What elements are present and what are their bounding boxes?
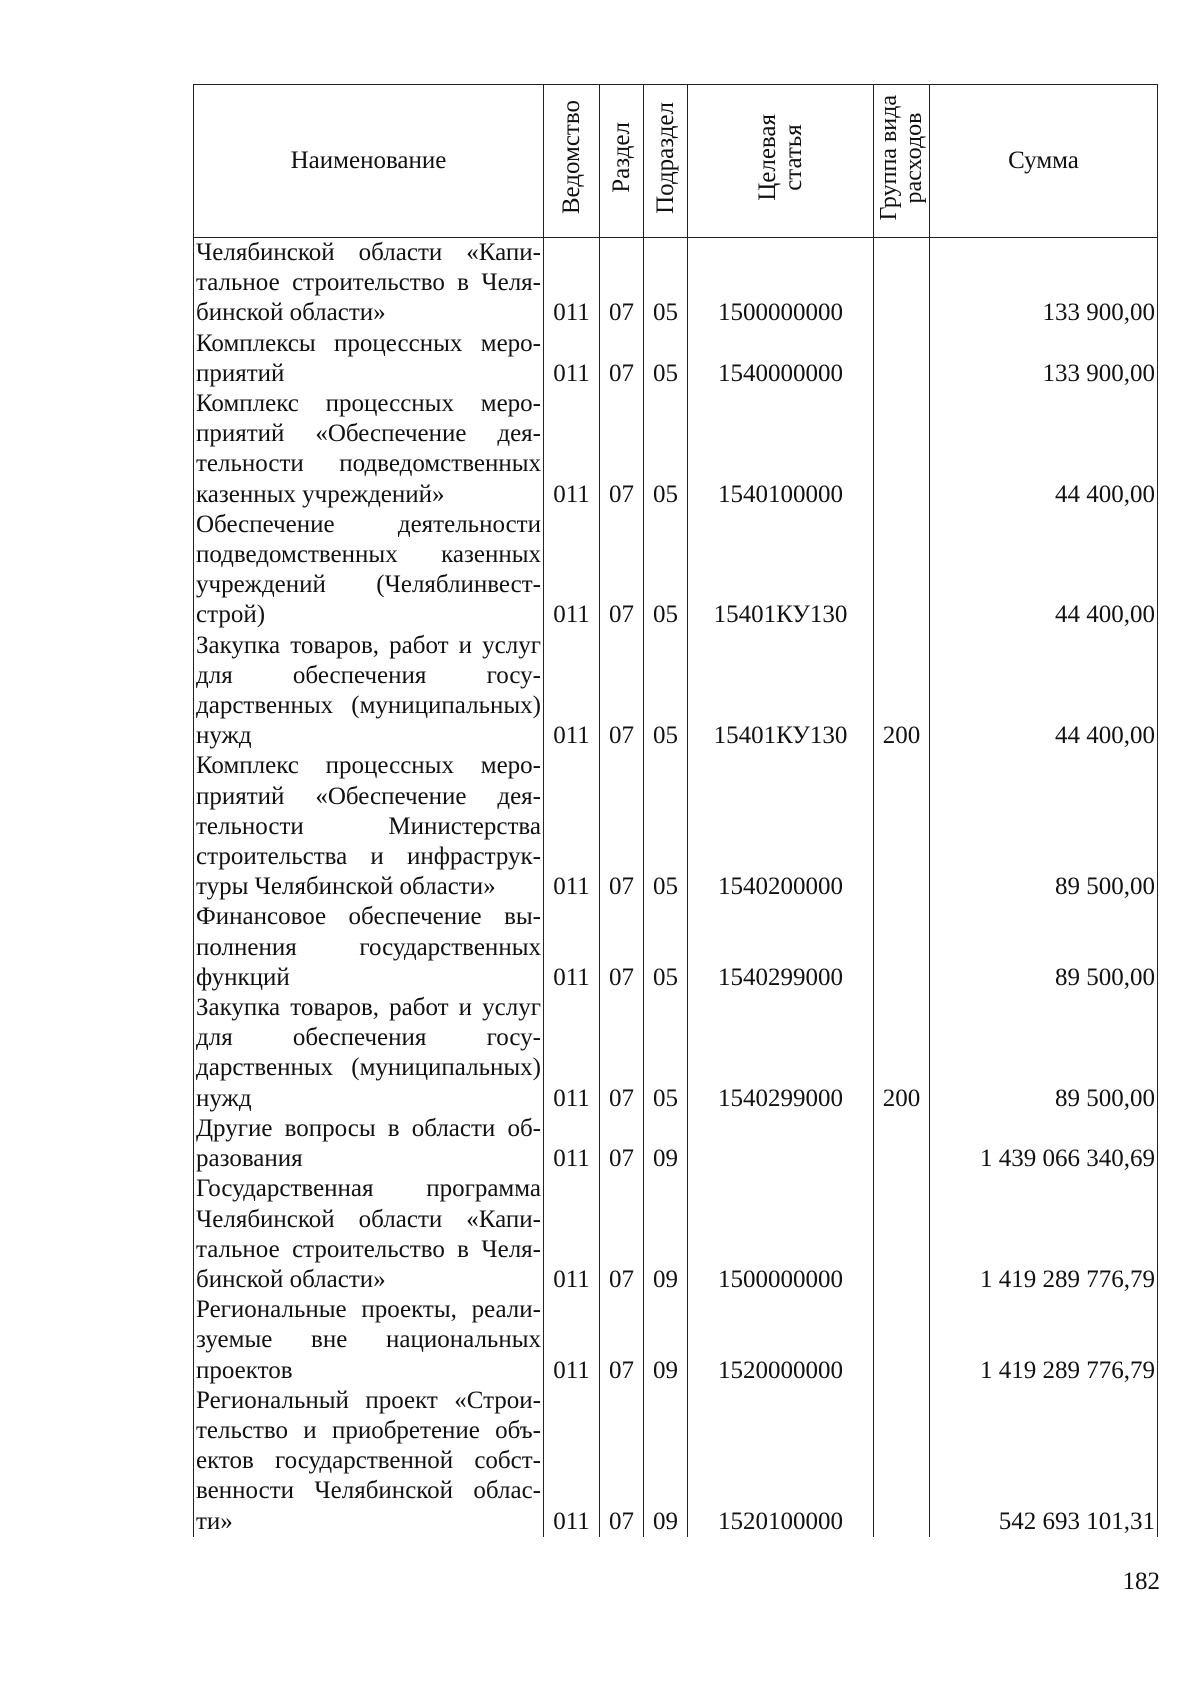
budget-table (193, 84, 1158, 1537)
cell-summa: 1 439 066 340,69 (930, 1114, 1158, 1174)
cell-podrazdel: 05 (644, 389, 688, 510)
header-summa: Сумма (930, 85, 1158, 238)
cell-name: Обеспечение деятельности подведомственных казенных учреждений (Челяблинвестстрой) (194, 510, 544, 631)
cell-gruppa-vida-rashodov (874, 389, 930, 510)
cell-vedomstvo: 011 (544, 329, 600, 389)
cell-razdel: 07 (600, 902, 644, 993)
cell-name: Другие вопросы в области образования (194, 1114, 544, 1174)
cell-podrazdel: 05 (644, 329, 688, 389)
table-row (194, 902, 1158, 993)
cell-gruppa-vida-rashodov (874, 1174, 930, 1295)
cell-razdel: 07 (600, 389, 644, 510)
cell-vedomstvo: 011 (544, 510, 600, 631)
cell-podrazdel: 09 (644, 1386, 688, 1537)
cell-name: Комплекс процессных мероприятий «Обеспечение деятельности Министерства строительства и инфраструктуры Челябинской области» (194, 751, 544, 902)
budget-table-sheet (193, 84, 1157, 1537)
cell-vedomstvo: 011 (544, 993, 600, 1114)
cell-vedomstvo: 011 (544, 1386, 600, 1537)
cell-name: Закупка товаров, работ и услуг для обеспечения государственных (муниципальных) нужд (194, 993, 544, 1114)
cell-celevaya-statya: 1540299000 (688, 993, 874, 1114)
cell-vedomstvo: 011 (544, 631, 600, 752)
cell-celevaya-statya: 1540200000 (688, 751, 874, 902)
cell-celevaya-statya (688, 1114, 874, 1174)
cell-podrazdel: 09 (644, 1114, 688, 1174)
cell-gruppa-vida-rashodov: 200 (874, 631, 930, 752)
table-row (194, 1295, 1158, 1386)
cell-name: Региональные проекты, реализуемые вне национальных проектов (194, 1295, 544, 1386)
cell-podrazdel: 09 (644, 1295, 688, 1386)
table-row (194, 1174, 1158, 1295)
table-row (194, 510, 1158, 631)
cell-name: Челябинской области «Капитальное строительство в Челябинской области» (194, 238, 544, 329)
cell-celevaya-statya: 1540100000 (688, 389, 874, 510)
cell-summa: 44 400,00 (930, 631, 1158, 752)
cell-podrazdel: 05 (644, 631, 688, 752)
cell-podrazdel: 05 (644, 510, 688, 631)
cell-vedomstvo: 011 (544, 902, 600, 993)
cell-summa: 89 500,00 (930, 751, 1158, 902)
cell-podrazdel: 05 (644, 751, 688, 902)
cell-gruppa-vida-rashodov (874, 1114, 930, 1174)
cell-podrazdel: 09 (644, 1174, 688, 1295)
cell-name: Государственная программа Челябинской области «Капитальное строительство в Челябинской области» (194, 1174, 544, 1295)
header-celevaya-statya: Целевая статья (688, 85, 874, 238)
cell-vedomstvo: 011 (544, 238, 600, 329)
cell-razdel: 07 (600, 1174, 644, 1295)
cell-celevaya-statya: 1500000000 (688, 1174, 874, 1295)
cell-podrazdel: 05 (644, 902, 688, 993)
cell-razdel: 07 (600, 510, 644, 631)
cell-gruppa-vida-rashodov (874, 510, 930, 631)
cell-name: Региональный проект «Строительство и приобретение объектов государственной собственности Челябинской области» (194, 1386, 544, 1537)
header-podrazdel: Подраздел (644, 85, 688, 238)
table-row (194, 631, 1158, 752)
cell-razdel: 07 (600, 1295, 644, 1386)
cell-gruppa-vida-rashodov (874, 902, 930, 993)
cell-razdel: 07 (600, 1386, 644, 1537)
cell-summa: 89 500,00 (930, 993, 1158, 1114)
table-body (194, 238, 1158, 1537)
cell-summa: 133 900,00 (930, 329, 1158, 389)
cell-gruppa-vida-rashodov (874, 329, 930, 389)
header-razdel: Раздел (600, 85, 644, 238)
table-row (194, 751, 1158, 902)
cell-celevaya-statya: 1500000000 (688, 238, 874, 329)
table-row (194, 329, 1158, 389)
cell-vedomstvo: 011 (544, 1174, 600, 1295)
cell-vedomstvo: 011 (544, 1295, 600, 1386)
cell-razdel: 07 (600, 1114, 644, 1174)
cell-razdel: 07 (600, 631, 644, 752)
header-name: Наименование (194, 85, 544, 238)
cell-gruppa-vida-rashodov (874, 751, 930, 902)
table-header (194, 85, 1158, 238)
cell-summa: 44 400,00 (930, 510, 1158, 631)
cell-razdel: 07 (600, 238, 644, 329)
cell-vedomstvo: 011 (544, 389, 600, 510)
cell-vedomstvo: 011 (544, 1114, 600, 1174)
cell-celevaya-statya: 1520100000 (688, 1386, 874, 1537)
cell-gruppa-vida-rashodov: 200 (874, 993, 930, 1114)
cell-name: Финансовое обеспечение выполнения государственных функций (194, 902, 544, 993)
cell-summa: 44 400,00 (930, 389, 1158, 510)
cell-summa: 1 419 289 776,79 (930, 1174, 1158, 1295)
page-number: 182 (1122, 1568, 1160, 1595)
cell-name: Закупка товаров, работ и услуг для обеспечения государственных (муниципальных) нужд (194, 631, 544, 752)
cell-celevaya-statya: 1520000000 (688, 1295, 874, 1386)
cell-summa: 1 419 289 776,79 (930, 1295, 1158, 1386)
cell-gruppa-vida-rashodov (874, 238, 930, 329)
cell-name: Комплексы процессных мероприятий (194, 329, 544, 389)
header-gruppa-vida-rashodov: Группа вида расходов (874, 85, 930, 238)
cell-name: Комплекс процессных мероприятий «Обеспечение деятельности подведомственных казенных учреждений» (194, 389, 544, 510)
cell-razdel: 07 (600, 329, 644, 389)
cell-razdel: 07 (600, 993, 644, 1114)
cell-summa: 133 900,00 (930, 238, 1158, 329)
table-row (194, 1386, 1158, 1537)
cell-vedomstvo: 011 (544, 751, 600, 902)
cell-celevaya-statya: 15401КУ130 (688, 510, 874, 631)
table-row (194, 389, 1158, 510)
cell-summa: 89 500,00 (930, 902, 1158, 993)
cell-gruppa-vida-rashodov (874, 1295, 930, 1386)
cell-celevaya-statya: 15401КУ130 (688, 631, 874, 752)
table-row (194, 1114, 1158, 1174)
header-vedomstvo: Ведомство (544, 85, 600, 238)
cell-razdel: 07 (600, 751, 644, 902)
table-row (194, 993, 1158, 1114)
table-row (194, 238, 1158, 329)
cell-podrazdel: 05 (644, 993, 688, 1114)
cell-celevaya-statya: 1540299000 (688, 902, 874, 993)
cell-podrazdel: 05 (644, 238, 688, 329)
cell-summa: 542 693 101,31 (930, 1386, 1158, 1537)
cell-celevaya-statya: 1540000000 (688, 329, 874, 389)
cell-gruppa-vida-rashodov (874, 1386, 930, 1537)
